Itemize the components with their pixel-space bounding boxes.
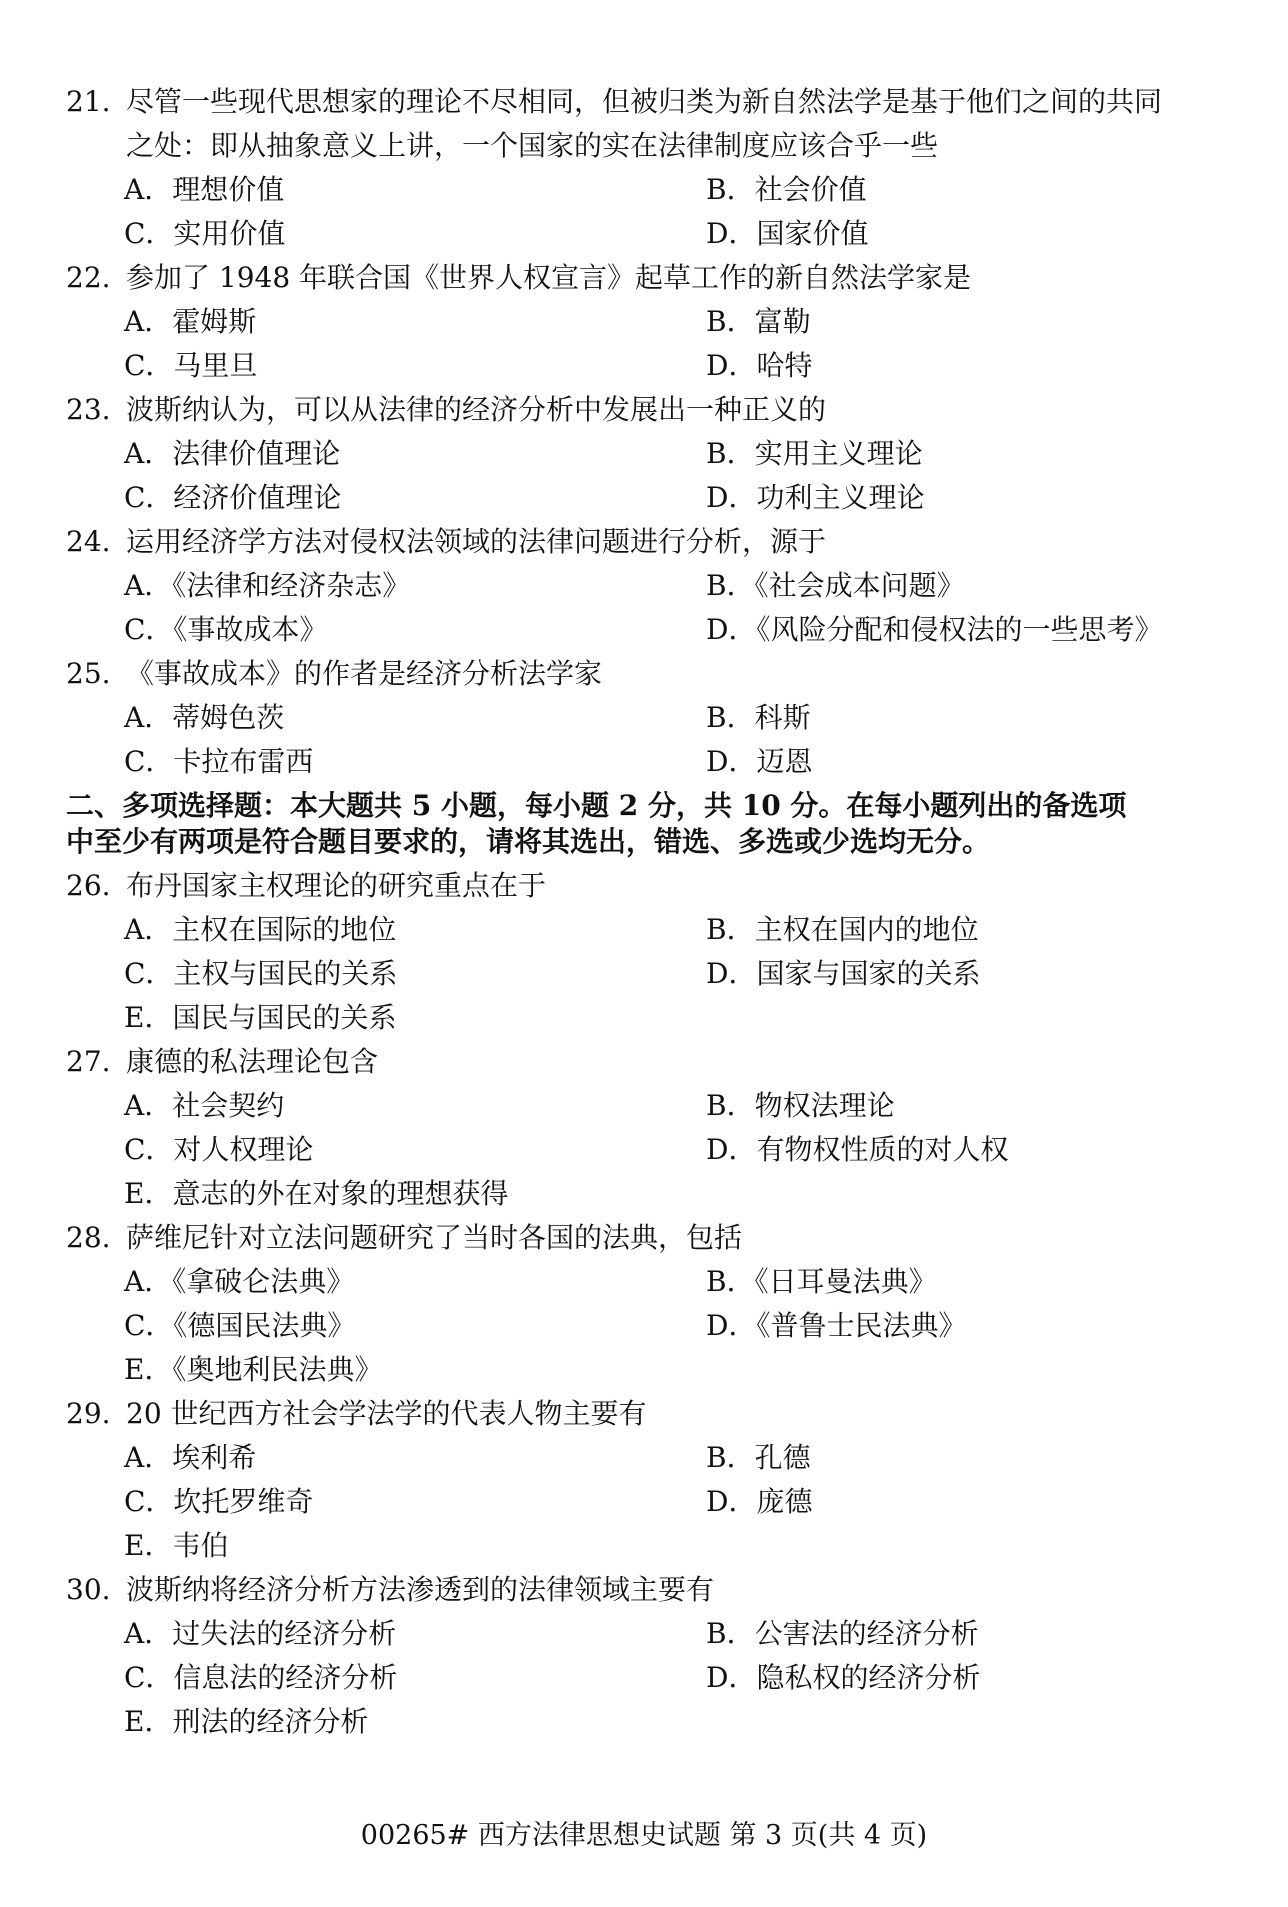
option-c: C．实用价值 [124, 217, 286, 250]
question-number: 22. [66, 261, 111, 294]
question-stem [66, 256, 1186, 300]
option-c: C．信息法的经济分析 [124, 1661, 398, 1694]
option-c: C．《德国民法典》 [124, 1309, 356, 1342]
question-stem [66, 80, 1186, 168]
option-b: B．《社会成本问题》 [706, 569, 965, 602]
question-text: 波斯纳认为，可以从法律的经济分析中发展出一种正义的 [126, 393, 827, 426]
option-a: A．过失法的经济分析 [124, 1617, 397, 1650]
option-b: B．物权法理论 [706, 1089, 895, 1122]
option-list [66, 1612, 1186, 1744]
option-a: A．霍姆斯 [124, 305, 257, 338]
question-number: 28. [66, 1221, 111, 1254]
option-c: C．卡拉布雷西 [124, 745, 314, 778]
option-list [66, 1084, 1186, 1216]
option-b: B．科斯 [706, 701, 811, 734]
option-list [66, 1260, 1186, 1392]
question-text: 运用经济学方法对侵权法领域的法律问题进行分析，源于 [126, 525, 827, 558]
question-stem [66, 1568, 1186, 1612]
option-d: D．有物权性质的对人权 [706, 1133, 1009, 1166]
question-number: 23. [66, 393, 111, 426]
question-number: 29. [66, 1397, 111, 1430]
question-28 [66, 1216, 1186, 1392]
option-d: D．功利主义理论 [706, 481, 925, 514]
option-c: C．经济价值理论 [124, 481, 342, 514]
option-a: A．理想价值 [124, 173, 285, 206]
question-number: 25. [66, 657, 111, 690]
option-d: D．《普鲁士民法典》 [706, 1309, 967, 1342]
question-stem [66, 388, 1186, 432]
question-text: 康德的私法理论包含 [126, 1045, 379, 1078]
question-stem [66, 1040, 1186, 1084]
question-text: 20 世纪西方社会学法学的代表人物主要有 [126, 1397, 647, 1430]
question-text: 波斯纳将经济分析方法渗透到的法律领域主要有 [126, 1573, 715, 1606]
option-a: A．埃利希 [124, 1441, 257, 1474]
option-e: E．意志的外在对象的理想获得 [124, 1177, 509, 1210]
question-stem [66, 652, 1186, 696]
question-24 [66, 520, 1186, 652]
option-d: D．迈恩 [706, 745, 813, 778]
question-27 [66, 1040, 1186, 1216]
question-23 [66, 388, 1186, 520]
question-stem [66, 864, 1186, 908]
option-b: B．《日耳曼法典》 [706, 1265, 937, 1298]
question-21 [66, 80, 1186, 256]
option-b: B．公害法的经济分析 [706, 1617, 979, 1650]
exam-content [66, 80, 1186, 1744]
question-29 [66, 1392, 1186, 1568]
question-number: 26. [66, 869, 111, 902]
option-c: C．《事故成本》 [124, 613, 328, 646]
option-list [66, 432, 1186, 520]
option-c: C．对人权理论 [124, 1133, 314, 1166]
question-25 [66, 652, 1186, 784]
option-list [66, 564, 1186, 652]
question-text: 布丹国家主权理论的研究重点在于 [126, 869, 547, 902]
question-22 [66, 256, 1186, 388]
option-a: A．社会契约 [124, 1089, 285, 1122]
question-number: 21. [66, 85, 111, 118]
question-text: 参加了 1948 年联合国《世界人权宣言》起草工作的新自然法学家是 [126, 261, 972, 294]
option-a: A．主权在国际的地位 [124, 913, 397, 946]
question-text: 萨维尼针对立法问题研究了当时各国的法典，包括 [126, 1221, 743, 1254]
option-b: B．富勒 [706, 305, 811, 338]
option-b: B．主权在国内的地位 [706, 913, 979, 946]
option-c: C．主权与国民的关系 [124, 957, 398, 990]
option-d: D．国家价值 [706, 217, 869, 250]
page-footer: 00265# 西方法律思想史试题 第 3 页(共 4 页) [360, 1820, 928, 1851]
option-e: E．《奥地利民法典》 [124, 1353, 383, 1386]
option-d: D．国家与国家的关系 [706, 957, 981, 990]
question-text: 尽管一些现代思想家的理论不尽相同，但被归类为新自然法学是基于他们之间的共同之处：即从抽象意义上讲，一个国家的实在法律制度应该合乎一些 [126, 85, 1163, 162]
option-e: E．韦伯 [124, 1529, 229, 1562]
option-e: E．刑法的经济分析 [124, 1705, 369, 1738]
option-a: A．《法律和经济杂志》 [124, 569, 411, 602]
question-30 [66, 1568, 1186, 1744]
option-c: C．马里旦 [124, 349, 258, 382]
option-a: A．《拿破仑法典》 [124, 1265, 355, 1298]
question-stem [66, 520, 1186, 564]
option-b: B．实用主义理论 [706, 437, 923, 470]
question-text: 《事故成本》的作者是经济分析法学家 [126, 657, 603, 690]
option-b: B．社会价值 [706, 173, 867, 206]
question-stem [66, 1392, 1186, 1436]
option-d: D．哈特 [706, 349, 813, 382]
option-a: A．法律价值理论 [124, 437, 341, 470]
option-list [66, 1436, 1186, 1568]
question-number: 30. [66, 1573, 111, 1606]
option-d: D．隐私权的经济分析 [706, 1661, 981, 1694]
option-a: A．蒂姆色茨 [124, 701, 285, 734]
option-list [66, 300, 1186, 388]
option-d: D．庞德 [706, 1485, 813, 1518]
option-e: E．国民与国民的关系 [124, 1001, 397, 1034]
option-c: C．坎托罗维奇 [124, 1485, 314, 1518]
option-d: D．《风险分配和侵权法的一些思考》 [706, 613, 1163, 646]
question-number: 27. [66, 1045, 111, 1078]
option-list [66, 168, 1186, 256]
option-b: B．孔德 [706, 1441, 811, 1474]
section-2-heading: 二、多项选择题：本大题共 5 小题，每小题 2 分，共 10 分。在每小题列出的备选项中至少有两项是符合题目要求的，请将其选出，错选、多选或少选均无分。 [66, 789, 1127, 858]
option-list [66, 696, 1186, 784]
option-list [66, 908, 1186, 1040]
question-number: 24. [66, 525, 111, 558]
question-26 [66, 864, 1186, 1040]
question-stem [66, 1216, 1186, 1260]
